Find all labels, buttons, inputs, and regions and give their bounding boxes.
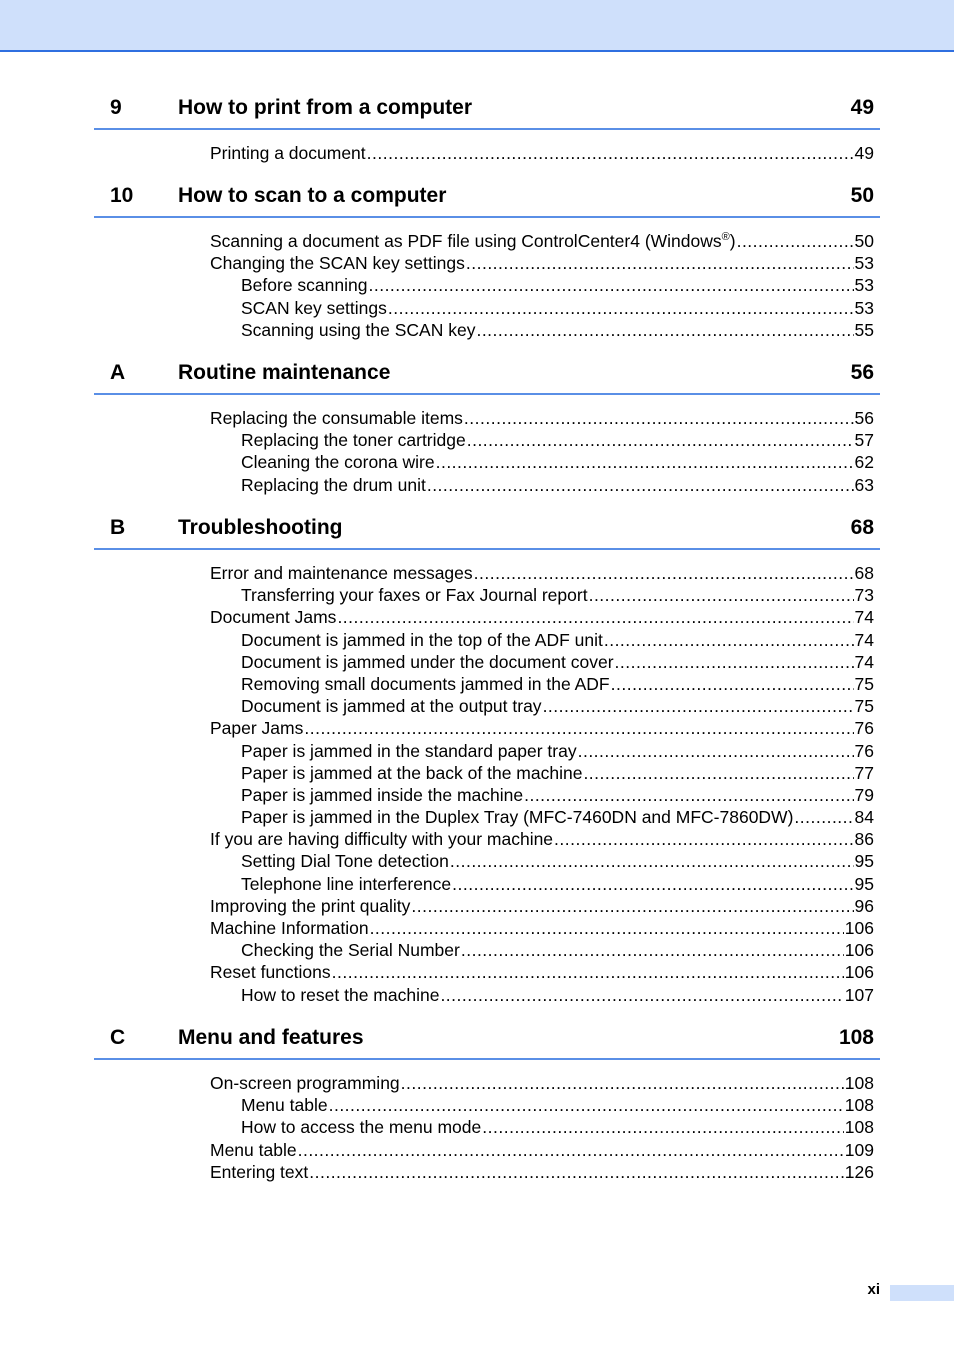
dot-leader bbox=[524, 784, 853, 806]
chapter-page: 108 bbox=[838, 1026, 874, 1049]
entry-page: 74 bbox=[854, 629, 874, 650]
header-band bbox=[0, 0, 954, 52]
toc-entry[interactable] bbox=[210, 1161, 874, 1183]
toc-subentry[interactable] bbox=[241, 850, 874, 872]
chapter-heading[interactable] bbox=[94, 1018, 880, 1060]
entry-text: If you are having difficulty with your machine bbox=[210, 829, 554, 850]
dot-leader bbox=[370, 917, 844, 939]
entry-page: 96 bbox=[854, 895, 874, 916]
entry-page: 109 bbox=[844, 1139, 874, 1160]
entry-text: Paper Jams bbox=[210, 718, 304, 739]
entry-title bbox=[210, 1072, 400, 1094]
toc-subentry[interactable] bbox=[241, 274, 874, 296]
entry-text: Printing a document bbox=[210, 143, 366, 163]
entry-page: 53 bbox=[854, 275, 874, 296]
chapter-heading[interactable] bbox=[94, 176, 880, 218]
dot-leader bbox=[298, 1139, 844, 1161]
dot-leader bbox=[543, 695, 854, 717]
entry-page: 63 bbox=[854, 474, 874, 495]
entry-list bbox=[94, 407, 880, 496]
entry-title bbox=[210, 895, 410, 917]
entry-title bbox=[241, 873, 451, 895]
toc-entry[interactable] bbox=[210, 142, 874, 164]
chapter-page: 49 bbox=[850, 96, 874, 119]
entry-text: Document is jammed in the top of the ADF unit bbox=[241, 629, 603, 650]
dot-leader bbox=[464, 407, 854, 429]
entry-text: Telephone line interference bbox=[241, 873, 452, 894]
chapter-page: 68 bbox=[850, 516, 874, 539]
toc-entry[interactable] bbox=[210, 407, 874, 429]
dot-leader bbox=[332, 961, 844, 983]
dot-leader bbox=[440, 984, 843, 1006]
entry-title bbox=[210, 828, 553, 850]
entry-text: Before scanning bbox=[241, 275, 368, 296]
entry-page: 76 bbox=[854, 718, 874, 739]
entry-page: 106 bbox=[844, 940, 874, 961]
entry-title bbox=[241, 939, 460, 961]
toc-subentry[interactable] bbox=[241, 474, 874, 496]
entry-page: 107 bbox=[844, 984, 874, 1005]
dot-leader bbox=[583, 762, 853, 784]
dot-leader bbox=[482, 1116, 844, 1138]
entry-page: 53 bbox=[854, 297, 874, 318]
toc-subentry[interactable] bbox=[241, 429, 874, 451]
entry-page: 84 bbox=[854, 807, 874, 828]
toc-entry[interactable] bbox=[210, 252, 874, 274]
entry-text: Checking the Serial Number bbox=[241, 940, 460, 961]
chapter-page: 56 bbox=[850, 361, 874, 384]
entry-page: 79 bbox=[854, 784, 874, 805]
toc-entry[interactable] bbox=[210, 895, 874, 917]
entry-text-suffix: ) bbox=[729, 231, 736, 251]
entry-title bbox=[210, 917, 369, 939]
entry-page: 86 bbox=[854, 829, 874, 850]
entry-text: Removing small documents jammed in the ADF bbox=[241, 673, 610, 694]
dot-leader bbox=[388, 297, 854, 319]
chapter-section bbox=[94, 508, 880, 1006]
dot-leader bbox=[329, 1094, 844, 1116]
entry-page: 55 bbox=[854, 319, 874, 340]
entry-title bbox=[210, 230, 736, 252]
toc-entry[interactable] bbox=[210, 917, 874, 939]
toc-entry[interactable] bbox=[210, 961, 874, 983]
entry-title bbox=[241, 451, 435, 473]
dot-leader bbox=[476, 319, 853, 341]
entry-page: 57 bbox=[854, 430, 874, 451]
entry-page: 108 bbox=[844, 1073, 874, 1093]
entry-title bbox=[241, 695, 542, 717]
entry-list bbox=[94, 142, 880, 164]
footer-tab bbox=[890, 1285, 954, 1301]
toc-subentry[interactable] bbox=[241, 629, 874, 651]
entry-page: 53 bbox=[854, 253, 874, 274]
entry-page: 74 bbox=[854, 651, 874, 672]
dot-leader bbox=[309, 1161, 844, 1183]
dot-leader bbox=[578, 740, 854, 762]
dot-leader bbox=[436, 451, 854, 473]
entry-list bbox=[94, 1072, 880, 1183]
entry-text: Menu table bbox=[210, 1139, 297, 1160]
entry-page: 75 bbox=[854, 673, 874, 694]
entry-text: Paper is jammed at the back of the machine bbox=[241, 762, 583, 783]
entry-title bbox=[241, 584, 588, 606]
dot-leader bbox=[737, 230, 854, 252]
entry-title bbox=[210, 142, 366, 164]
entry-text: Error and maintenance messages bbox=[210, 563, 473, 583]
chapter-number: 10 bbox=[110, 184, 134, 207]
chapter-number: A bbox=[110, 361, 126, 384]
dot-leader bbox=[589, 584, 854, 606]
chapter-section bbox=[94, 88, 880, 164]
entry-page: 77 bbox=[854, 762, 874, 783]
entry-text: Paper is jammed in the standard paper tray bbox=[241, 740, 577, 761]
toc-entry[interactable] bbox=[210, 1139, 874, 1161]
entry-page: 106 bbox=[844, 962, 874, 983]
dot-leader bbox=[794, 806, 853, 828]
entry-title bbox=[241, 762, 582, 784]
entry-text: Scanning using the SCAN key bbox=[241, 319, 476, 340]
toc-subentry[interactable] bbox=[241, 762, 874, 784]
chapter-heading[interactable] bbox=[94, 353, 880, 395]
entry-title bbox=[210, 717, 303, 739]
entry-page: 49 bbox=[854, 143, 874, 163]
entry-title bbox=[210, 606, 336, 628]
entry-text: Document is jammed under the document cover bbox=[241, 651, 614, 672]
toc-subentry[interactable] bbox=[241, 451, 874, 473]
toc-subentry[interactable] bbox=[241, 806, 874, 828]
chapter-section bbox=[94, 176, 880, 341]
dot-leader bbox=[554, 828, 853, 850]
chapter-number: 9 bbox=[110, 96, 122, 119]
chapter-number: C bbox=[110, 1026, 126, 1049]
dot-leader bbox=[611, 673, 854, 695]
entry-page: 106 bbox=[844, 918, 874, 938]
entry-title bbox=[241, 740, 577, 762]
toc-subentry[interactable] bbox=[241, 651, 874, 673]
entry-title bbox=[241, 850, 449, 872]
dot-leader bbox=[461, 939, 844, 961]
entry-text: Entering text bbox=[210, 1161, 309, 1182]
entry-page: 108 bbox=[844, 1117, 874, 1138]
toc-entry[interactable] bbox=[210, 562, 874, 584]
toc-entry[interactable] bbox=[210, 828, 874, 850]
entry-title bbox=[241, 673, 610, 695]
dot-leader bbox=[411, 895, 853, 917]
dot-leader bbox=[467, 429, 854, 451]
dot-leader bbox=[367, 142, 854, 164]
chapter-title: How to print from a computer bbox=[178, 96, 472, 119]
page-number: xi bbox=[867, 1281, 880, 1298]
entry-list bbox=[94, 230, 880, 341]
entry-text: Paper is jammed inside the machine bbox=[241, 784, 524, 805]
chapter-section bbox=[94, 353, 880, 496]
entry-text: Replacing the consumable items bbox=[210, 408, 463, 428]
toc-subentry[interactable] bbox=[241, 297, 874, 319]
entry-text: How to reset the machine bbox=[241, 984, 440, 1005]
entry-text: How to access the menu mode bbox=[241, 1117, 482, 1138]
toc-entry[interactable] bbox=[210, 1072, 874, 1094]
entry-page: 50 bbox=[854, 231, 874, 251]
toc-subentry[interactable] bbox=[241, 873, 874, 895]
toc-subentry[interactable] bbox=[241, 740, 874, 762]
registered-mark: ® bbox=[721, 231, 730, 244]
entry-title bbox=[241, 297, 387, 319]
dot-leader bbox=[337, 606, 853, 628]
toc-subentry[interactable] bbox=[241, 939, 874, 961]
chapter-title: Troubleshooting bbox=[178, 516, 343, 539]
toc-subentry[interactable] bbox=[241, 984, 874, 1006]
entry-title bbox=[210, 1161, 308, 1183]
entry-page: 68 bbox=[854, 563, 874, 583]
entry-page: 95 bbox=[854, 873, 874, 894]
entry-text: Setting Dial Tone detection bbox=[241, 851, 449, 872]
toc-entry[interactable] bbox=[210, 606, 874, 628]
entry-page: 75 bbox=[854, 696, 874, 717]
dot-leader bbox=[474, 562, 854, 584]
entry-title bbox=[241, 984, 439, 1006]
entry-text: Replacing the drum unit bbox=[241, 474, 426, 495]
entry-title bbox=[241, 429, 466, 451]
dot-leader bbox=[304, 717, 853, 739]
chapter-page: 50 bbox=[850, 184, 874, 207]
toc-subentry[interactable] bbox=[241, 319, 874, 341]
entry-page: 76 bbox=[854, 740, 874, 761]
chapter-section bbox=[94, 1018, 880, 1183]
chapter-title: Menu and features bbox=[178, 1026, 364, 1049]
entry-text: Document Jams bbox=[210, 607, 337, 628]
entry-text: Menu table bbox=[241, 1095, 328, 1116]
chapter-heading[interactable] bbox=[94, 508, 880, 550]
toc-subentry[interactable] bbox=[241, 695, 874, 717]
toc-entry[interactable] bbox=[210, 717, 874, 739]
entry-page: 126 bbox=[844, 1161, 874, 1182]
entry-title bbox=[241, 629, 603, 651]
dot-leader bbox=[615, 651, 854, 673]
entry-text: Scanning a document as PDF file using ControlCenter4 (Windows bbox=[210, 231, 722, 251]
entry-text: Document is jammed at the output tray bbox=[241, 696, 542, 717]
toc-subentry[interactable] bbox=[241, 1094, 874, 1116]
entry-page: 74 bbox=[854, 607, 874, 628]
dot-leader bbox=[427, 474, 854, 496]
entry-text: On-screen programming bbox=[210, 1073, 400, 1093]
entry-title bbox=[241, 1094, 328, 1116]
entry-title bbox=[210, 1139, 297, 1161]
entry-title bbox=[241, 474, 426, 496]
entry-title bbox=[241, 1116, 481, 1138]
entry-page: 95 bbox=[854, 851, 874, 872]
toc-subentry[interactable] bbox=[241, 673, 874, 695]
entry-text: SCAN key settings bbox=[241, 297, 387, 318]
entry-text: Changing the SCAN key settings bbox=[210, 253, 465, 274]
toc-subentry[interactable] bbox=[241, 584, 874, 606]
toc-entry[interactable] bbox=[210, 230, 874, 252]
chapter-number: B bbox=[110, 516, 126, 539]
dot-leader bbox=[452, 873, 853, 895]
dot-leader bbox=[401, 1072, 844, 1094]
entry-text: Machine Information bbox=[210, 918, 369, 938]
entry-title bbox=[210, 562, 473, 584]
dot-leader bbox=[450, 850, 854, 872]
dot-leader bbox=[604, 629, 854, 651]
entry-text: Cleaning the corona wire bbox=[241, 452, 435, 473]
entry-page: 56 bbox=[854, 408, 874, 428]
entry-title bbox=[241, 651, 614, 673]
entry-page: 73 bbox=[854, 585, 874, 606]
entry-text: Reset functions bbox=[210, 962, 331, 983]
entry-page: 62 bbox=[854, 452, 874, 473]
chapter-heading[interactable] bbox=[94, 88, 880, 130]
chapter-title: Routine maintenance bbox=[178, 361, 391, 384]
entry-text: Paper is jammed in the Duplex Tray (MFC-7460DN and MFC-7860DW) bbox=[241, 807, 794, 828]
entry-title bbox=[241, 806, 793, 828]
entry-text: Transferring your faxes or Fax Journal report bbox=[241, 585, 588, 606]
entry-title bbox=[210, 961, 331, 983]
entry-title bbox=[210, 407, 463, 429]
chapter-title: How to scan to a computer bbox=[178, 184, 447, 207]
dot-leader bbox=[466, 252, 854, 274]
toc-subentry[interactable] bbox=[241, 784, 874, 806]
entry-title bbox=[241, 274, 367, 296]
entry-list bbox=[94, 562, 880, 1006]
entry-title bbox=[241, 784, 523, 806]
toc-subentry[interactable] bbox=[241, 1116, 874, 1138]
entry-title bbox=[241, 319, 475, 341]
entry-title bbox=[210, 252, 465, 274]
entry-page: 108 bbox=[844, 1095, 874, 1116]
entry-text: Improving the print quality bbox=[210, 895, 411, 916]
dot-leader bbox=[368, 274, 853, 296]
entry-text: Replacing the toner cartridge bbox=[241, 430, 466, 451]
